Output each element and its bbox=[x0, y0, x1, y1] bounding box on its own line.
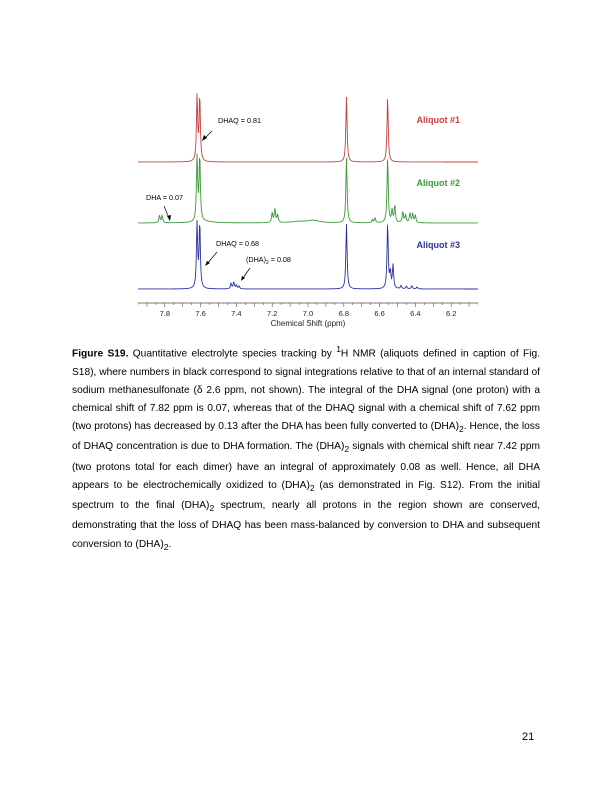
arrow-dimer bbox=[243, 268, 250, 278]
caption-subscript: 2 bbox=[309, 482, 315, 493]
arrowhead-dhaq-aliquot-1 bbox=[202, 135, 207, 141]
spectrum-line-aliquot-1 bbox=[138, 93, 478, 162]
page-number: 21 bbox=[522, 731, 535, 743]
caption-text: (as demonstrated in Fig. S12). From the initial spectrum to the final (DHA) bbox=[72, 479, 540, 512]
x-tick-label: 7.2 bbox=[266, 309, 278, 318]
caption-subscript: 2 bbox=[458, 424, 464, 435]
x-axis-ticks bbox=[138, 303, 478, 318]
x-tick-label: 7.6 bbox=[195, 309, 206, 318]
caption-superscript: 1 bbox=[336, 344, 341, 354]
legend-aliquot-1: Aliquot #1 bbox=[416, 115, 460, 125]
caption-text: . bbox=[168, 538, 172, 550]
nmr-figure bbox=[138, 92, 478, 332]
x-tick-label: 6.2 bbox=[445, 309, 457, 318]
x-tick-label: 6.8 bbox=[338, 309, 350, 318]
figure-caption bbox=[72, 340, 540, 556]
caption-text: spectrum, nearly all protons in the region shown are conserved, demonstrating that the loss of DHAQ has been mass-balanced by conversion to DHA and subsequent conversion to (DHA) bbox=[72, 500, 540, 550]
caption-text: Quantitative electrolyte species tracking by bbox=[128, 348, 337, 360]
caption-label: Figure S19. bbox=[72, 348, 129, 360]
x-tick-label: 6.6 bbox=[374, 309, 385, 318]
x-axis-label: Chemical Shift (ppm) bbox=[270, 319, 346, 328]
legend-aliquot-3: Aliquot #3 bbox=[416, 240, 460, 250]
annotation-dimer: $(DHA)_2 = 0.08$ bbox=[246, 255, 291, 266]
x-tick-label: 7.8 bbox=[159, 309, 171, 318]
caption-text: H NMR (aliquots defined in caption of Fig. S18), where numbers in black correspond to signal integrations relative to that of an internal standard of sodium methanesulfonate (δ 2.6 ppm, not shown). The integral of the DHA signal (one proton) with a chemical shift of 7.82 ppm is 0.07, whereas that of the DHAQ signal with a chemical shift of 7.62 ppm (two protons) has decreased by 0.13 after the DHA has been fully converted to (DHA) bbox=[72, 348, 540, 433]
spectrum-line-aliquot-2 bbox=[138, 153, 478, 223]
spectrum-line-aliquot-3 bbox=[138, 220, 478, 289]
annotation-dhaq-aliquot-1: DHAQ = 0.81 bbox=[218, 116, 261, 125]
x-tick-label: 6.4 bbox=[410, 309, 421, 318]
legend-aliquot-2: Aliquot #2 bbox=[416, 178, 460, 188]
x-tick-label: 7.0 bbox=[302, 309, 314, 318]
caption-text: signals with chemical shift near 7.42 ppm (two protons total for each dimer) have an integral of approximately 0.08 as well. Hence, all DHA appears to be electrochemically oxidized to (DHA) bbox=[72, 441, 541, 491]
caption-subscript: 2 bbox=[163, 541, 169, 552]
caption-text: . Hence, the loss of DHAQ concentration is due to DHA formation. The (DHA) bbox=[72, 421, 540, 453]
caption-subscript: 2 bbox=[344, 444, 350, 455]
caption-subscript: 2 bbox=[209, 503, 215, 514]
annotation-dhaq-aliquot-3: DHAQ = 0.68 bbox=[216, 239, 259, 248]
arrowhead-dha bbox=[167, 215, 171, 221]
annotation-dha: DHA = 0.07 bbox=[146, 193, 183, 202]
arrowhead-dimer bbox=[241, 276, 245, 281]
x-tick-label: 7.4 bbox=[231, 309, 242, 318]
